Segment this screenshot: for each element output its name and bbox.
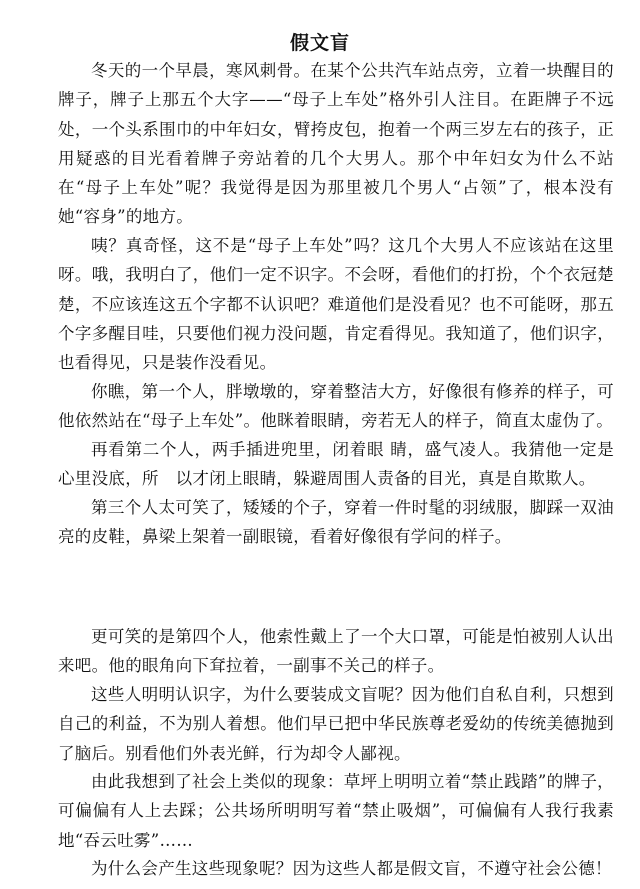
essay-title: 假文盲 <box>289 32 350 54</box>
essay-paragraph: 冬天的一个早晨，寒风刺骨。在某个公共汽车站点旁，立着一块醒目的牌子，牌子上那五个大字——“母子上车处”格外引人注目。在距牌子不远处，一个头系围巾的中年妇女，臂挎皮包，抱着一个两三岁左右的孩子，正用疑惑的目光看着牌子旁站着的几个大男人。那个中年妇女为什么不站在“母子上车处”呢？我觉得是因为那里被几个男人“占领”了，根本没有她“容身”的地方。 <box>58 61 614 227</box>
essay-paragraph: 第三个人太可笑了，矮矮的个子，穿着一件时髦的羽绒服，脚踩一双油亮的皮鞋，鼻梁上架着一副眼镜，看着好像很有学问的样子。 <box>58 498 614 547</box>
essay-paragraph: 更可笑的是第四个人，他索性戴上了一个大口罩，可能是怕被别人认出来吧。他的眼角向下耷拉着，一副事不关己的样子。 <box>58 627 614 676</box>
essay-paragraph: 你瞧，第一个人，胖墩墩的，穿着整洁大方，好像很有修养的样子，可他依然站在“母子上车处”。他眯着眼睛，旁若无人的样子，简直太虚伪了。 <box>58 382 614 431</box>
essay-paragraph: 咦？真奇怪，这不是“母子上车处”吗？这几个大男人不应该站在这里呀。哦，我明白了，他们一定不识字。不会呀，看他们的打扮，个个衣冠楚楚，不应该连这五个字都不认识吧？难道他们是没看见？也不可能呀，那五个字多醒目哇，只要他们视力没问题，肯定看得见。我知道了，他们识字，也看得见，只是装作没看见。 <box>58 236 614 373</box>
essay-paragraph: 为什么会产生这些现象呢？因为这些人都是假文盲，不遵守社会公德！ <box>91 859 612 878</box>
essay-paragraph: 这些人明明认识字，为什么要装成文盲呢？因为他们自私自利，只想到自己的利益，不为别人着想。他们早已把中华民族尊老爱幼的传统美德抛到了脑后。别看他们外表光鲜，行为却令人鄙视。 <box>58 685 614 763</box>
essay-paragraph: 由此我想到了社会上类似的现象：草坪上明明立着“禁止践踏”的牌子，可偏偏有人上去踩；公共场所明明写着“禁止吸烟”，可偏偏有人我行我素地“吞云吐雾”…… <box>58 772 614 850</box>
essay-paragraph: 再看第二个人，两手插进兜里，闭着眼 睛，盛气凌人。我猜他一定是心里没底，所 以才闭上眼睛，躲避周围人责备的目光，真是自欺欺人。 <box>58 440 614 489</box>
